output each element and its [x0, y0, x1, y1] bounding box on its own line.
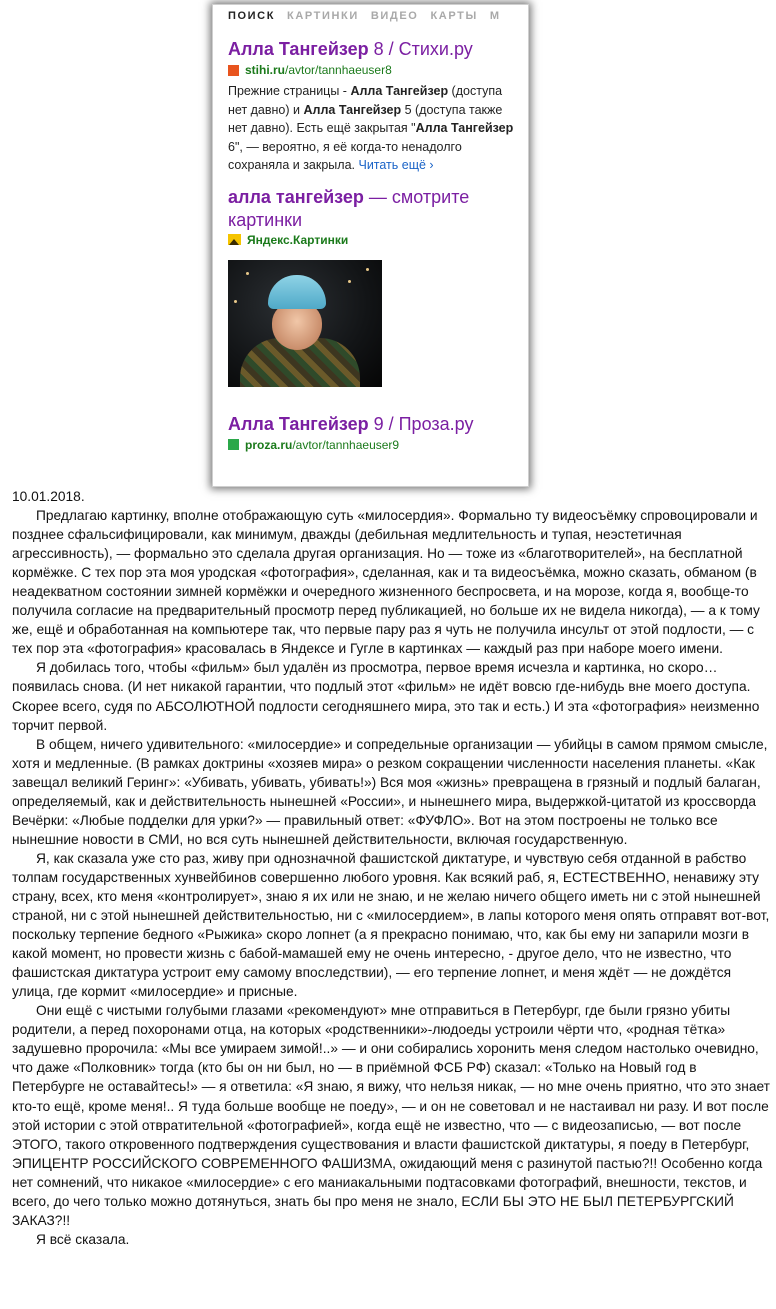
article-paragraph: В общем, ничего удивительного: «милосердие» и сопредельные организации — убийцы в самом прямом смысле, хотя и медленные. (В рамках доктрины «хозяев мира» о резком сокращении численности населения планеты. «Как завещал великий Геринг»: «Убивать, убивать, убивать!») Вся моя «жизнь» превращена в грязный и подлый балаган, определяемый, как и действительность нынешней «России», и нынешнего мира, выдержкой-цитатой из кроссворда Вечёрки: «Любые подделки для урки?» — правильный ответ: «ФУФЛО». Вот на этом построены не только все нынешние новости в СМИ, но вся суть нынешней действительности, включая государственную. — [12, 736, 768, 847]
search-results-screenshot — [213, 5, 528, 486]
result-url[interactable] — [228, 62, 518, 78]
search-result-proza — [213, 413, 528, 453]
article-paragraph: Они ещё с чистыми голубыми глазами «рекомендуют» мне отправиться в Петербург, где были грязно убиты родители, а перед похоронами отца, на которых «родственники»-людоеды устроили чёрти что, «родная тётка» задушевно пророчила: «Мы все умираем зимой!..» — и они собирались хоронить меня следом настолько очевидно, что даже «Полковник» тогда (кто бы он ни был, но — в приёмной ФСБ РФ) сказал: «Только на Новый год в Петербурге не оставайтесь!» — я ответила: «Я знаю, я вижу, что нельзя никак, — но мне очень приятно, что это знает кто-то ещё, кроме меня!.. Я туда больше вообще не поеду», — и он не советовал и не настаивал ни разу. И вот после этой истории с этой отвратительной «фотографией», когда ещё не известно, что — с видеозаписью, — вот после ЭТОГО, такого откровенного подтверждения существования и власти фашистской диктатуры, я поеду в Петербург, ЭПИЦЕНТР РОССИЙСКОГО СОВРЕМЕННОГО ФАШИЗМА, ожидающий меня с разинутой пастью?!! Особенно когда нет сомнений, что никакое «милосердие» с его маниакальными подтасовками фотографий, внешности, текстов, и всего, до чего только можно дотянуться, знать бы про меня не знало, ЕСЛИ БЫ ЭТО НЕ БЫЛ ПЕТЕРБУРГСКИЙ ЗАКАЗ?!! — [12, 1003, 770, 1228]
search-result-stihi — [213, 38, 528, 175]
result-url[interactable] — [228, 437, 518, 453]
article-paragraph: Я, как сказала уже сто раз, живу при однозначной фашистской диктатуре, и чувствую себя отданной в рабство толпам государственных хунвейбинов совершенно любого уровня. Как всякий раб, я, ЕСТЕСТВЕННО, ненавижу эту страну, всех, кто меня «контролирует», знаю я их или не знаю, и не желаю ничего общего иметь ни с этой нынешней страной, ни с этой нынешней действительностью, ни с «милосердием», в лапы которого меня опять отправят вот-вот, поскольку терпение бедного «Рыжика» скоро лопнет (а я прекрасно понимаю, что, как бы ему ни запарили мозги в какой момент, но провести жизнь с бабой-мамашей ему не очень интересно, - другое дело, что не известно, что фашистская диктатура устроит ему самому впоследствии), — его терпение лопнет, и меня ждёт — не дождётся улица, где кормит «милосердие» и присные. — [12, 850, 770, 1000]
result-title-link[interactable] — [228, 413, 518, 436]
search-tabs — [213, 5, 528, 26]
result-title-rest: 8 / Стихи.ру — [368, 39, 473, 59]
article-body — [12, 487, 770, 1249]
images-block-title-rest: — смотрите картинки — [228, 186, 470, 230]
result-title-link[interactable] — [228, 38, 518, 61]
tab-more[interactable]: М — [489, 9, 501, 22]
article-paragraph: Я добилась того, чтобы «фильм» был удалён из просмотра, первое время исчезла и картинка, но скоро… появилась снова. (И нет никакой гарантии, что подлый этот «фильм» не идёт вовсю где-нибудь вне моего доступа. Скорее всего, судя по АБСОЛЮТНОЙ подлости сегодняшнего мира, это так и есть.) И эта «фотография» неизменно торчит первой. — [12, 660, 760, 733]
result-title-rest: 9 / Проза.ру — [368, 413, 474, 434]
result-url-host: stihi.ru — [245, 63, 286, 77]
background-light — [234, 300, 237, 303]
background-light — [246, 272, 249, 275]
images-block — [213, 186, 528, 387]
image-thumbnail[interactable] — [228, 260, 382, 387]
yandex-images-icon — [228, 234, 241, 245]
background-light — [348, 280, 351, 283]
stihi-favicon-icon — [228, 65, 239, 76]
tab-images[interactable]: КАРТИНКИ — [287, 9, 359, 22]
article-closing: Я всё сказала. — [36, 1231, 130, 1247]
article-date: 10.01.2018. — [12, 489, 85, 504]
result-url-path: /avtor/tannhaeuser9 — [292, 437, 400, 452]
images-source-label: Яндекс.Картинки — [247, 232, 349, 247]
snippet-text: 6", — вероятно, я её когда-то ненадолго сохраняла и закрыла. — [228, 139, 462, 173]
tab-video[interactable]: ВИДЕО — [370, 9, 419, 22]
result-snippet — [228, 82, 518, 175]
result-url-host: proza.ru — [245, 437, 293, 452]
tab-search[interactable]: ПОИСК — [228, 9, 276, 22]
tab-maps[interactable]: КАРТЫ — [430, 9, 478, 22]
proza-favicon-icon — [228, 439, 239, 450]
result-url-path: /avtor/tannhaeuser8 — [285, 63, 392, 77]
snippet-highlight: Алла Тангейзер — [303, 102, 402, 117]
snippet-text: (доступа нет давно) и — [228, 84, 503, 117]
snippet-text: Прежние страницы - — [228, 84, 351, 98]
background-light — [366, 268, 369, 271]
article-paragraph: Предлагаю картинку, вполне отображающую суть «милосердия». Формально ту видеосъёмку спровоцировали и позднее сфальсифицировали, как минимум, дважды (дебильная медлительность и тупая, неэстетичная агрессивность), — формально это сделала другая организация. Но — тоже из «благотворителей», на бесплатной кормёжке. С тех пор эта моя уродская «фотография», сделанная, как и та видеосъёмка, можно сказать, обманом (в неадекватном состоянии зимней кормёжки и очередного жизненного беспросвета, и на морозе, когда я, вообще-то получила согласие на предварительный просмотр перед публикацией, но больше их не видела никогда), — а к тому же, ещё и обработанная на компьютере так, что первые пару раз я чуть не получила инсульт от этой подлости, — с тех пор эта «фотография» красовалась в Яндексе и Гугле в картинках — каждый раз при наборе моего имени. — [12, 508, 760, 657]
result-title-name: Алла Тангейзер — [228, 39, 369, 59]
images-source[interactable] — [228, 233, 518, 247]
images-block-title-query: алла тангейзер — [228, 186, 364, 207]
snippet-highlight: Алла Тангейзер — [350, 84, 449, 98]
photo-hat — [268, 275, 326, 309]
snippet-highlight: Алла Тангейзер — [415, 121, 514, 136]
photo-face — [272, 302, 322, 350]
snippet-text: 5 (доступа также нет давно). Есть ещё закрытая " — [228, 102, 503, 136]
result-title-name: Алла Тангейзер — [228, 413, 369, 434]
images-block-title-link[interactable] — [228, 186, 518, 232]
read-more-link[interactable]: Читать ещё › — [358, 158, 434, 173]
